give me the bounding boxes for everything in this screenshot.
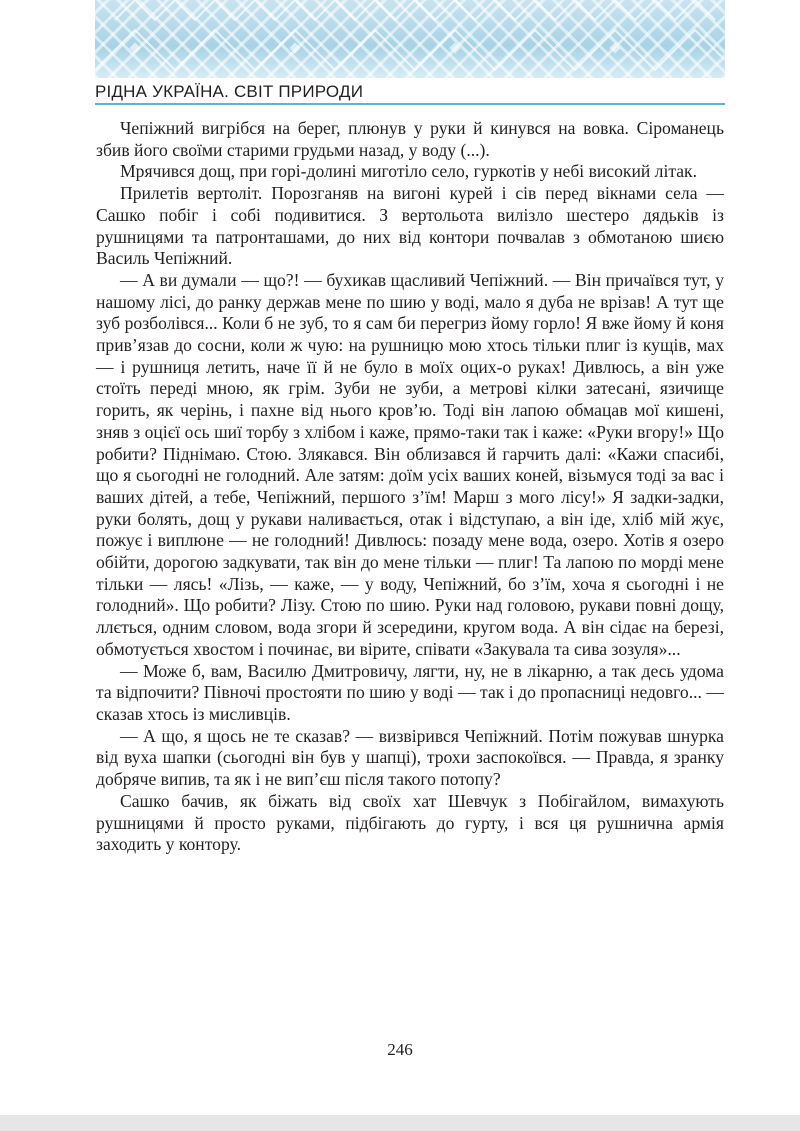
header-rule <box>95 103 725 105</box>
decorative-ornament-banner <box>95 0 725 78</box>
page-bottom-edge <box>0 1115 800 1131</box>
paragraph: Прилетів вертоліт. Порозганяв на вигоні курей і сів перед вікнами села — Сашко побіг і собі подивитися. З вертольота вилізло шестеро дядьків із рушницями та патронташами, до них від контори почвалав з обмотаною шиєю Василь Чепіжний. <box>96 183 724 269</box>
paragraph: — А що, я щось не те сказав? — визвірився Чепіжний. Потім пожував шнурка від вуха шапки (сьогодні він був у шапці), трохи заспокоївся. — Правда, я зранку добряче випив, та як і не вип’єш після такого потопу? <box>96 725 724 790</box>
paragraph: Чепіжний вигрібся на берег, плюнув у руки й кинувся на вовка. Сіроманець збив його своїми старими грудьми назад, у воду (...). <box>96 118 724 160</box>
story-text <box>96 118 724 856</box>
running-head-title: РІДНА УКРАЇНА. СВІТ ПРИРОДИ <box>95 82 364 101</box>
paragraph: — А ви думали — що?! — бухикав щасливий Чепіжний. — Він причаївся тут, у нашому лісі, до ранку держав мене по шию у воді, мало я дуба не врізав! А тут ще зуб розболівся... Коли б не зуб, то я сам би перегриз йому горло! Я вже йому й коня прив’язав до сосни, коли ж чую: на рушницю мою хтось тільки плиг із кущів, мах — і рушниця летить, наче її й не було в моїх оцих-о руках! Дивлюсь, а він уже стоїть переді мною, як грім. Зуби не зуби, а метрові кілки затесані, язичище горить, як черінь, і пахне від нього кров’ю. Тоді він лапою обмацав мої кишені, зняв з оцієї ось шиї торбу з хлібом і каже, прямо-таки так і каже: «Руки вгору!» Що робити? Піднімаю. Стою. Злякався. Він облизався й гарчить далі: «Кажи спасибі, що я сьогодні не голодний. Але затям: доїм усіх ваших коней, візьмуся тоді за вас і ваших дітей, а тебе, Чепіжний, першого з’їм! Марш з мого лісу!» Я задки-задки, руки болять, дощ у рукави наливається, отак і відступаю, а він іде, хліб мій жує, пожує і виплюне — не голодний! Дивлюсь: позаду мене вода, озеро. Хотів я озеро обійти, дорогою задкувати, так він до мене тільки — плиг! Та лапою по морді мене тільки — лясь! «Лізь, — каже, — у воду, Чепіжний, бо з’їм, хоча я сьогодні і не голодний». Що робити? Лізу. Стою по шию. Руки над головою, рукави повні дощу, ллється, одним словом, вода згори й зсередини, кругом вода. А він сідає на березі, обмотується хвостом і починає, ви вірите, співати «Закувала та сива зозуля»... <box>96 269 724 659</box>
paragraph: Сашко бачив, як біжать від своїх хат Шевчук з Побігайлом, вимахують рушницями й просто руками, підбігають до гурту, і вся ця рушнична армія заходить у контору. <box>96 790 724 855</box>
paragraph: Мрячився дощ, при горі-долині миготіло село, гуркотів у небі високий літак. <box>120 161 698 182</box>
page-number: 246 <box>387 1040 413 1059</box>
paragraph: — Може б, вам, Василю Дмитровичу, лягти, ну, не в лікарню, а так десь удома та відпочити? Півночі простояти по шию у воді — так і до пропасниці недовго... — сказав хтось із мисливців. <box>96 660 724 724</box>
